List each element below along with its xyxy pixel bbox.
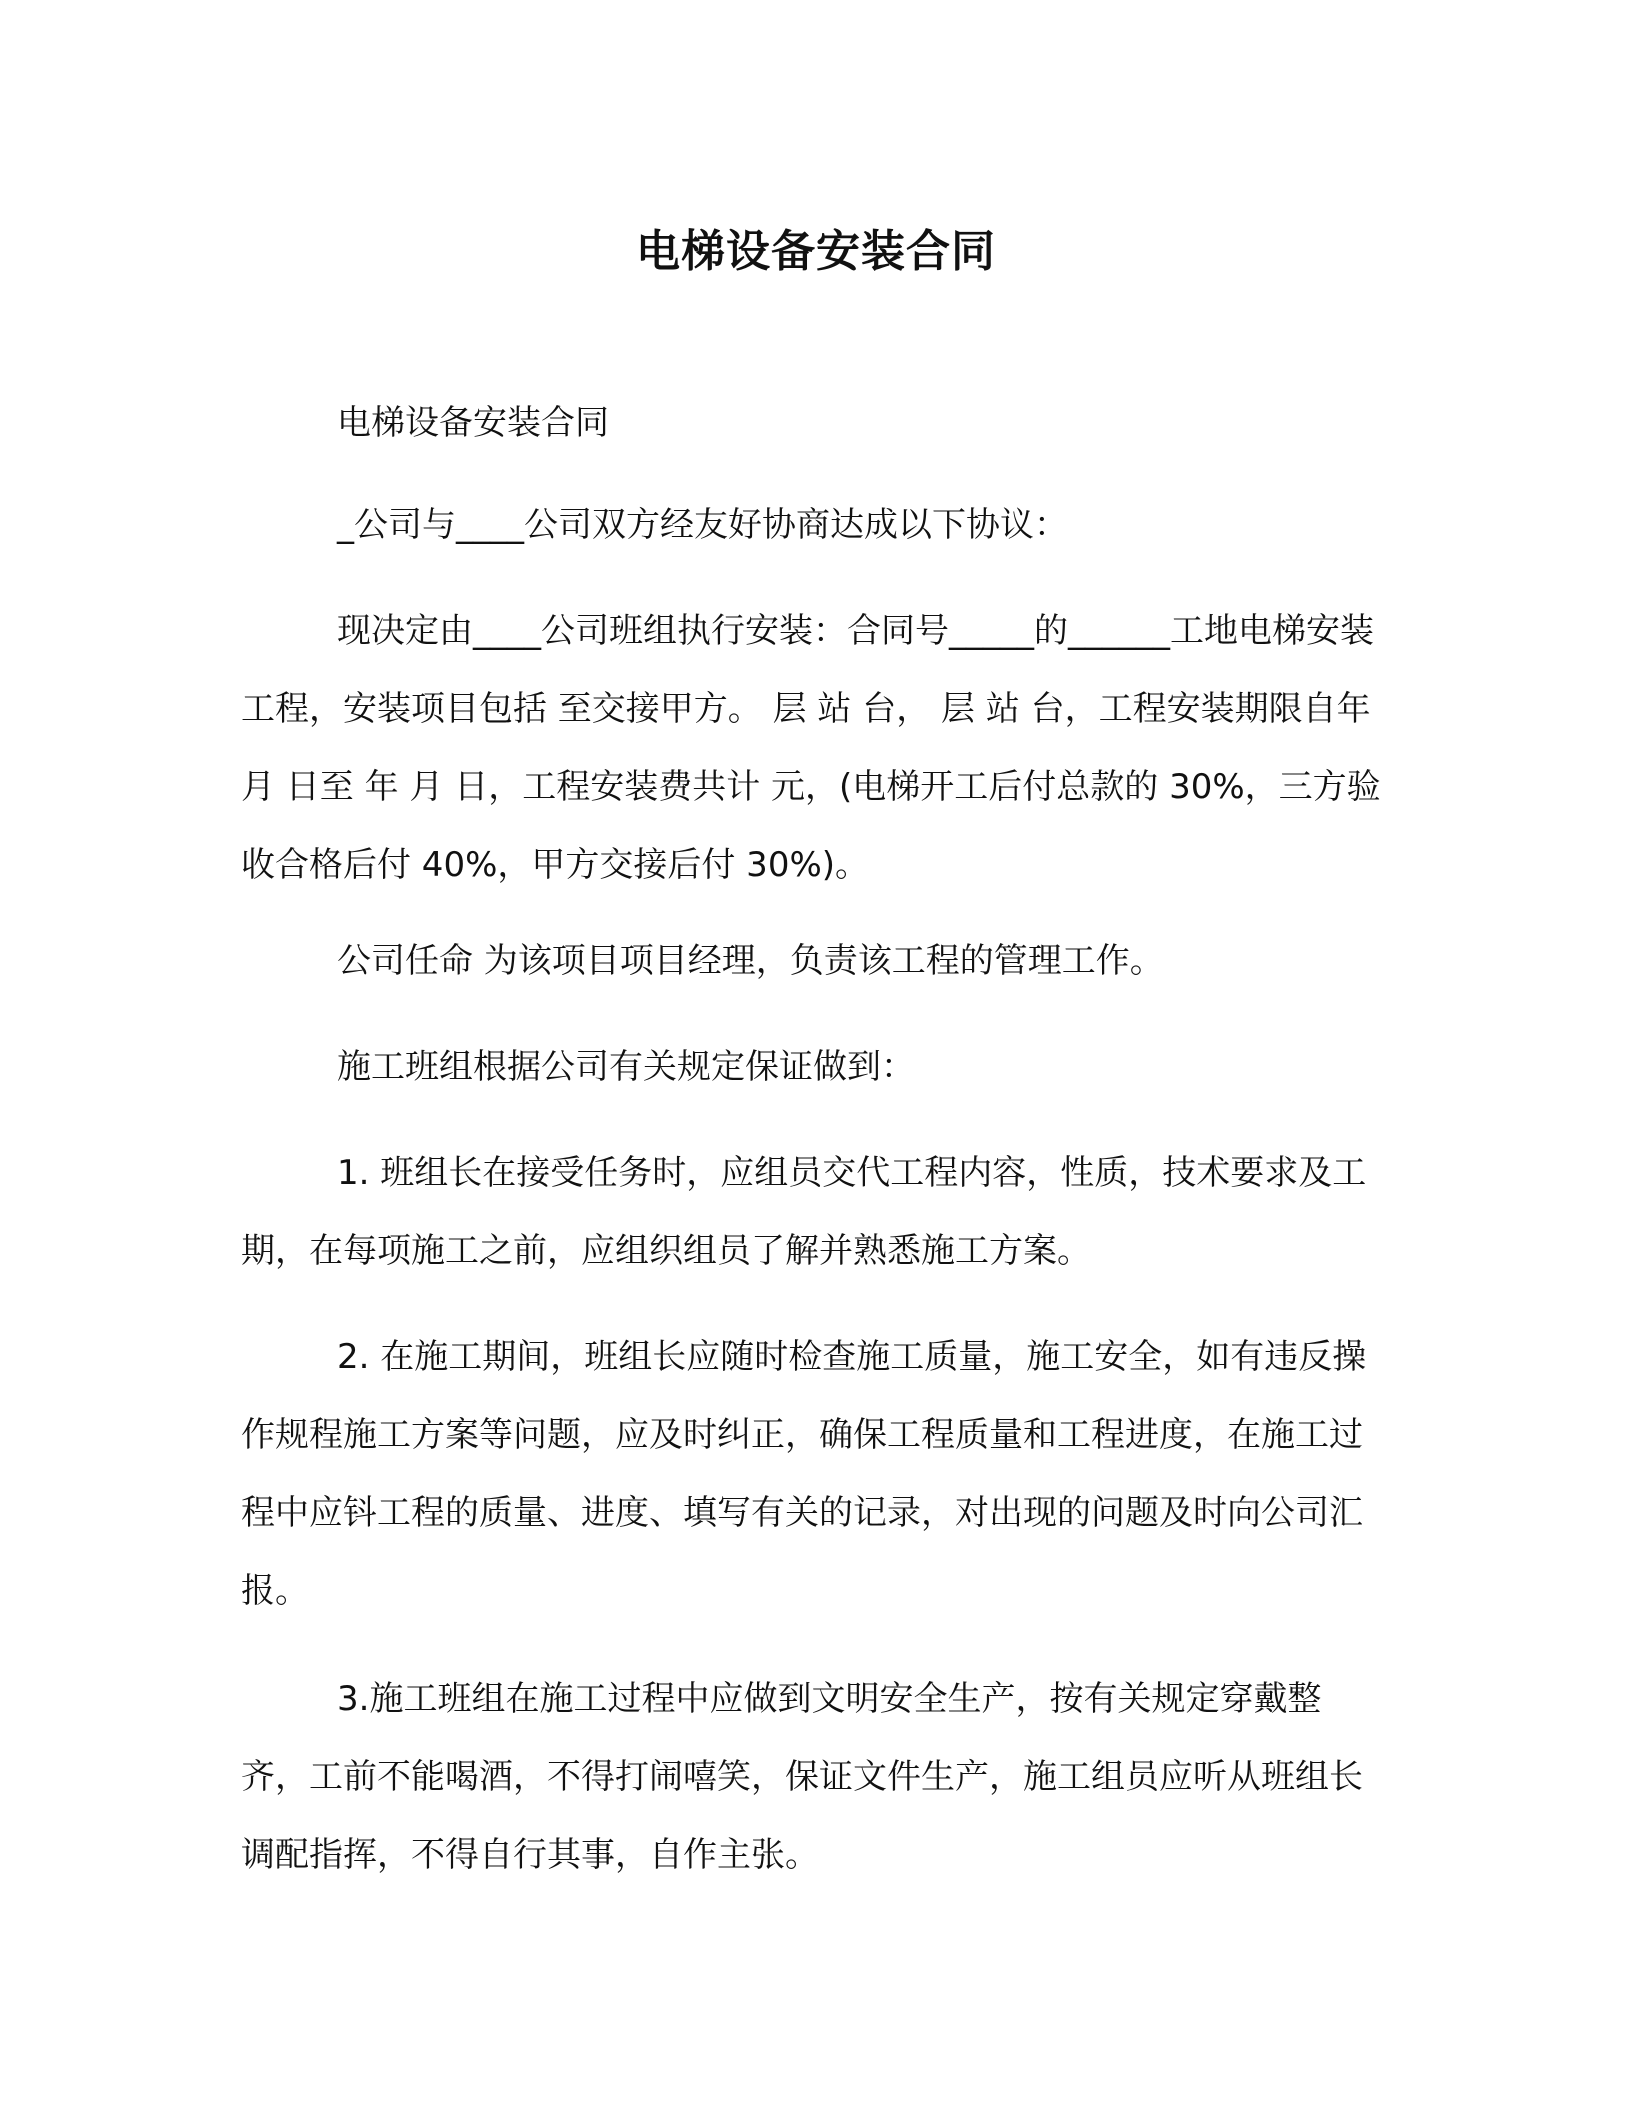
paragraph-clause-3: 3.施工班组在施工过程中应做到文明安全生产，按有关规定穿戴整齐，工前不能喝酒，不得打闹嘻笑，保证文件生产，施工组员应听从班组长调配指挥，不得自行其事，自作主张。 [241, 1679, 1363, 1875]
document-title: 电梯设备安装合同 [636, 226, 996, 277]
paragraph-installation-terms: 现决定由____公司班组执行安装：合同号_____的______工地电梯安装工程，安装项目包括 至交接甲方。 层 站 台， 层 站 台，工程安装期限自年 月 日至 年 月 日，工程安装费共计 元，(电梯开工后付总款的 30%，三方验收合格后付 40%，甲方交接后付 30%)。 [241, 611, 1381, 885]
paragraph-clause-1: 1. 班组长在接受任务时，应组员交代工程内容，性质，技术要求及工期，在每项施工之前，应组织组员了解并熟悉施工方案。 [241, 1153, 1367, 1271]
paragraph-parties: _公司与____公司双方经友好协商达成以下协议： [337, 505, 1068, 545]
paragraph-heading: 电梯设备安装合同 [337, 403, 609, 443]
paragraph-project-manager: 公司任命 为该项目项目经理，负责该工程的管理工作。 [337, 941, 1164, 981]
paragraph-team-obligations: 施工班组根据公司有关规定保证做到： [337, 1047, 915, 1087]
paragraph-clause-2: 2. 在施工期间，班组长应随时检查施工质量，施工安全，如有违反操作规程施工方案等问题，应及时纠正，确保工程质量和工程进度，在施工过程中应钭工程的质量、进度、填写有关的记录，对出现的问题及时向公司汇报。 [241, 1337, 1367, 1611]
